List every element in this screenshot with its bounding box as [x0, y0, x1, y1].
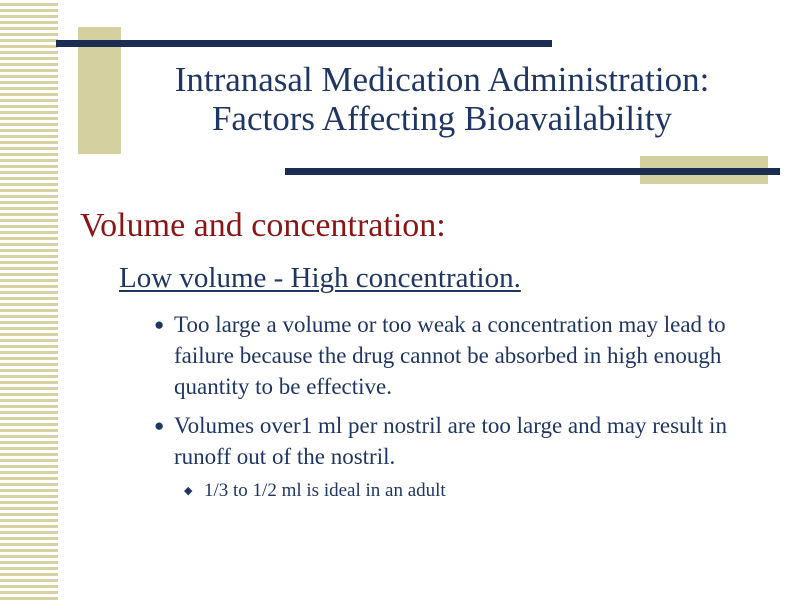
- bullet-text: Too large a volume or too weak a concentration may lead to failure because the drug cannot be absorbed in high enough quantity to be effective.: [174, 312, 726, 399]
- navy-rule-bottom: [285, 168, 780, 175]
- bullet-dot-icon: ●: [154, 315, 165, 334]
- slide-title-line-2: Factors Affecting Bioavailability: [211, 99, 673, 138]
- slide-title: [118, 60, 766, 138]
- sub-bullet-text: 1/3 to 1/2 ml is ideal in an adult: [204, 480, 446, 501]
- striped-left-border: [0, 0, 58, 600]
- section-heading: Volume and concentration:: [80, 207, 446, 244]
- bullet-item: [154, 410, 764, 472]
- bullet-dot-icon: ●: [154, 416, 165, 435]
- bullet-text: Volumes over1 ml per nostril are too large and may result in runoff out of the nostril.: [174, 413, 727, 469]
- sub-bullet-item: [184, 478, 446, 504]
- bullet-diamond-icon: ◆: [184, 485, 193, 497]
- section-subheading: Low volume - High concentration.: [119, 262, 521, 294]
- navy-rule-top: [56, 40, 552, 47]
- slide-title-line-1: Intranasal Medication Administration:: [174, 60, 710, 99]
- bullet-item: [154, 309, 764, 402]
